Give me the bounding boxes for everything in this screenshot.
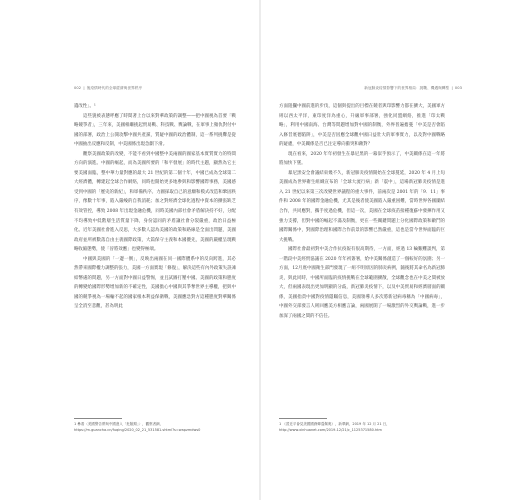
paragraph: 遺改性」。¹: [74, 104, 96, 109]
footnote-rule: [74, 418, 122, 419]
footnote-rule: [279, 418, 327, 419]
paragraph: 這些貌被表態呼應了時間著上台以來對華政策的調整——把中國視為首要「戰略競爭者」，三年來，美國相繼挑起貿易戰、科技戰、輿論戰，在軍事上頻仇對付中國的部署，政治上公開攻擊中國共產黨，質疑中國的政治體制，這一系列挑釁是從中國抽出反應和反制，中美國係出現急劇下滑。: [74, 113, 236, 148]
right-page: [260, 0, 520, 500]
right-footnote: 1 《習近平會見美國國務卿蓬佩奧》，新華網，2019 年 12 月 21 日，http://www.xinhuanet.com/2019-12/21/c_1125371580.htm: [279, 422, 390, 432]
right-running-head: 新冠肺炎疫情影響下的世界格局：挑戰、機遇與轉型 ❘ 003: [364, 86, 462, 90]
paragraph: 國際社會最初對中美合作抗疫報有很高期待，一方面，經過 13 輪艱難談判，第一階段中美經貿協議在 2020 年年初簽署，給中美關係創造了一個較好的氛圍；另一方面，12月底中國衛生部門發現了一組不明原因的肺炎病例，隨後將其命名為新冠肺炎，與此同時，中國所面臨的疫情挑戰在全球範圍擴散，全球觀念也在中美之間被放大，但兩國表現出更加明顯的分歧，新冠肺炎疫情下，以及中美貿易和經濟層面的關係，美國指責中國對疫情隱瞞信息，美國領導人多次將新冠病毒稱為「中國病毒」，中國外交部發言人則回應美方相應言論，兩國展開了一場激烈的外交輿論戰，進一步加深了兩國之間的不信任。: [279, 247, 445, 320]
left-footnote: 1 參看〈美國警告將與中國進入「危險期」〉，觀察者網，https://m.guancha.cn/fuqing/2020_02_21_531581.shtml?s=wapzmdws0: [74, 422, 201, 432]
left-body-text: [74, 102, 236, 312]
paragraph: 觀察美國政策的改變，不能不看到中國整中美兩國的國家基本實質實力的特間方向的演進。中國的崛起，而為美國所要的「和平發展」的時代主題，顯然為它主要美國面臨，整中華力量對應的最大 21 世紀的第二個十年，中國已成為全球第二大經濟體，轉建起全球合作網絡，同時也開始更多地參與和影響國際事務，美國感受到中國的「歷史的新紀」，和軍備秩序。力圖採取自己的意願和模式改造和鞏固秩序，像數十年事，陷入嚴峻的自我消耗；加之對經濟全球化過程中資本的擴張缺乏有效管控，導致 2008 年出現金融危機，同時美國內部社會矛盾解決持不好，分配不均導致中低階層生活質量下降，身份認同的矛盾讓社會分裂嚴重，政治日益極化。近年美國社會進入反思，大多數人認為美國的政策和路線是全面出問題，美國政府並所被數落自由主義國際政策，大篇保守主義和本國優先，美國的嚴權呈現戰略收縮態勢，使「晉將效應」也變得極端。: [74, 151, 236, 253]
paragraph: 方面阻攔中國前進的步伐，這個與提出的目標在競者與印影響力都在擴大，美國軍方則以西太平洋，東印度洋為重心，升級軍事部署，強化同盟網絡，推進「印太戰略」，利用中國南海、台灣等問題增加對中國的制衡，外界普遍擔憂「中美是否會陷入修昔底德陷阱」，中美是否因應全球觀中國日益壯大的軍事實力，以及對中國戰略的疑慮，中美關係是否已注定導向衝突和敵對？: [279, 104, 445, 148]
left-running-head: 002 ❘ 後疫情時代的全球經濟與世界秩序: [74, 86, 143, 90]
paragraph: 暴尼黑安全會議結束幾不久，新冠肺炎疫情開始在全球蔓延，2020 年 4 月上旬美國成為世界衛生組織宣布的「全球大流行病」新「震中」，這場新冠肺炎疫情是進入 21 世紀以來第三次改變世界議程的重大事件，前兩次是 2001 年的「9．11」事件和 2008 年的國際金融危機，尤其是後者使美國陷入嚴重困難，當時世界各國團結合作，共同應對，攜手度過危機，但這一次，美國在全球疫苗接種復蘇中發揮作用又強力支撐，但對中國的崛起不滿及制衡，更在一些關鍵問題上分化國際政策和敵鬥的國際關係中，對國際治理和國際合作前景的影響已然嚴重，這也是當今世界面臨的巨大挑戰。: [279, 170, 445, 243]
right-body-text: [279, 102, 445, 322]
paragraph: 中國與美國的「一邊一倒」，反映出兩國在同一國際體系中的反向跨進，其必然帶來國際權力調整的張力，美國一方面實現「修復」，解決這些有內外政策失誤凍結幣處的問題，另一方面對中國日益警惕，並且試圖打壓中國。美國的政策和態度的轉變給國際形勢增加新的不確定性，美國擔心中國與其爭奪世界主導權，把與中國的競爭視為一場輸不起的國家根本利益保衛戰，美國應急對方這種態度對華關係呈全消至悲觀，甚為明此: [74, 256, 236, 310]
paragraph: 現在看來，2020 年年初發生在暴尼黑的一幕似乎預示了，中美關係在這一年將將加快下墜。: [279, 151, 445, 167]
